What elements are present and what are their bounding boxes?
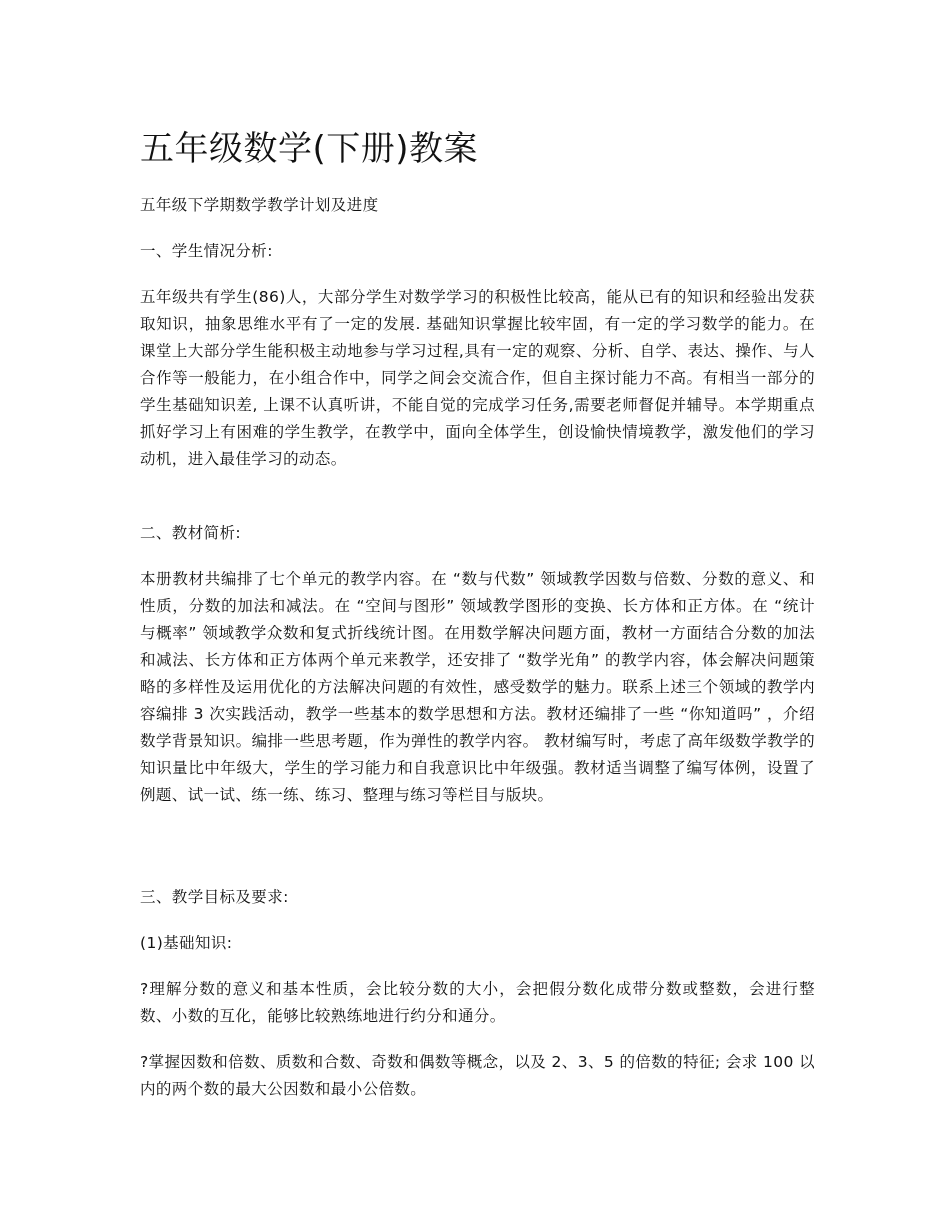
section-heading-textbook-analysis: 二、教材简析: [140,524,242,542]
paragraph-textbook-analysis: 本册教材共编排了七个单元的教学内容。在 “数与代数” 领域教学因数与倍数、分数的意义、和性质，分数的加法和减法。在 “空间与图形” 领域教学图形的变换、长方体和正方体。在 “统计与概率” 领域教学众数和复式折线统计图。在用数学解决问题方面，教材一方面结合分数的加法和减法、长方体和正方体两个单元来教学，还安排了 “数学光角” 的教学内容，体会解决问题策略的多样性及运用优化的方法解决问题的有效性，感受数学的魅力。联系上述三个领域的教学内容编排 3 次实践活动，教学一些基本的数学思想和方法。教材还编排了一些 “你知道吗” ，介绍数学背景知识。编排一些思考题，作为弹性的教学内容。 教材编写时，考虑了高年级数学教学的知识量比中年级大，学生的学习能力和自我意识比中年级强。教材适当调整了编写体例，设置了例题、试一试、练一练、练习、整理与练习等栏目与版块。 [140,570,815,804]
document-title: 五年级数学(下册)教案 [140,129,479,169]
document-subtitle: 五年级下学期数学教学计划及进度 [140,196,379,214]
section-heading-student-analysis: 一、学生情况分析: [140,242,273,260]
goal-item-factors-multiples: ?掌握因数和倍数、质数和合数、奇数和偶数等概念，以及 2、3、5 的倍数的特征; 会求 100 以内的两个数的最大公因数和最小公倍数。 [140,1053,815,1098]
section-heading-teaching-goals: 三、教学目标及要求: [140,888,289,906]
subheading-basic-knowledge: (1)基础知识: [140,934,233,952]
goal-item-fractions: ?理解分数的意义和基本性质，会比较分数的大小，会把假分数化成带分数或整数，会进行整数、小数的互化，能够比较熟练地进行约分和通分。 [140,980,815,1025]
paragraph-student-analysis: 五年级共有学生(86)人，大部分学生对数学学习的积极性比较高，能从已有的知识和经验出发获取知识，抽象思维水平有了一定的发展. 基础知识掌握比较牢固，有一定的学习数学的能力。在课堂上大部分学生能积极主动地参与学习过程,具有一定的观察、分析、自学、表达、操作、与人合作等一般能力，在小组合作中，同学之间会交流合作，但自主探讨能力不高。有相当一部分的学生基础知识差, 上课不认真听讲，不能自觉的完成学习任务,需要老师督促并辅导。本学期重点抓好学习上有困难的学生教学，在教学中，面向全体学生，创设愉快情境教学，激发他们的学习动机，进入最佳学习的动态。 [140,288,815,468]
